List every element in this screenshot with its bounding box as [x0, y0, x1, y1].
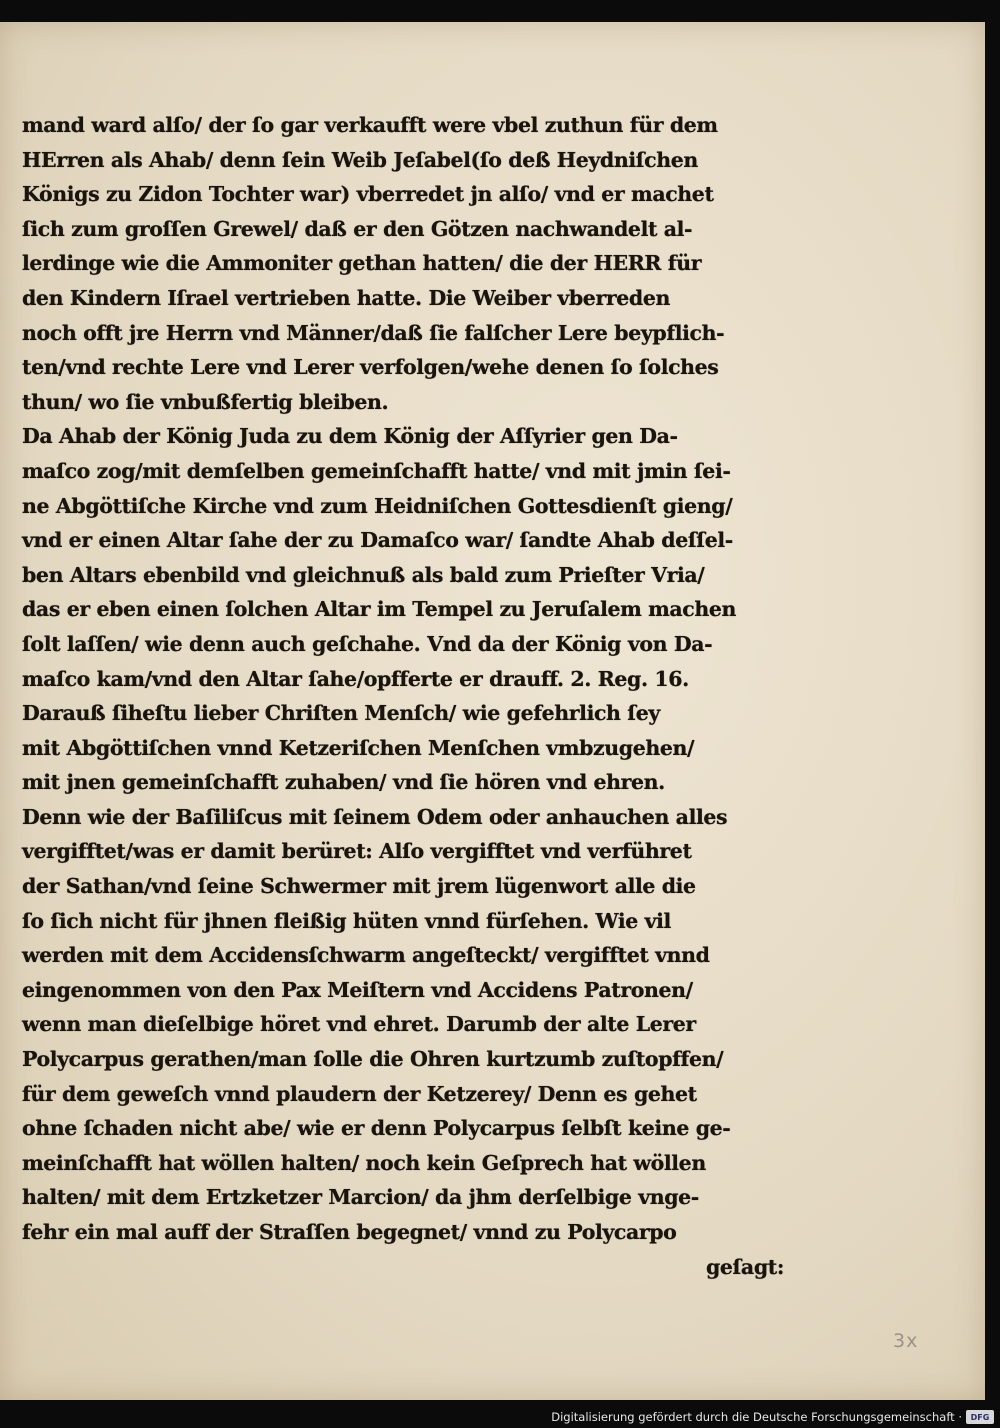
text-line: werden mit dem Accidensſchwarm angeſteckt/ vergifftet vnnd: [22, 943, 710, 968]
text-line: maſco zog/mit demſelben gemeinſchafft hatte/ vnd mit jmin ſei-: [22, 458, 731, 483]
text-line: ten/vnd rechte Lere vnd Lerer verfolgen/wehe denen ſo ſolches: [22, 355, 719, 380]
text-line: halten/ mit dem Ertzketzer Marcion/ da jhm derſelbige vnge-: [22, 1185, 699, 1210]
text-line: Da Ahab der König Juda zu dem König der Aſſyrier gen Da-: [22, 424, 678, 449]
text-line: fehr ein mal auff der Straſſen begegnet/ vnnd zu Polycarpo: [22, 1220, 677, 1244]
text-line: der Sathan/vnd ſeine Schwermer mit jrem lügenwort alle die: [22, 874, 696, 899]
text-line: lerdinge wie die Ammoniter gethan hatten/ die der HERR für: [22, 251, 702, 276]
text-line: das er eben einen ſolchen Altar im Tempel zu Jeruſalem machen: [22, 597, 737, 622]
text-line: ſolt laſſen/ wie denn auch geſchahe. Vnd da der König von Da-: [22, 631, 713, 656]
text-line: noch offt jre Herrn vnd Männer/daß ſie falſcher Lere beypflich-: [22, 320, 725, 345]
text-line: Denn wie der Baſiliſcus mit ſeinem Odem oder anhauchen alles: [22, 804, 728, 829]
text-line: thun/ wo ſie vnbußfertig bleiben.: [22, 389, 389, 414]
folio-mark: 3x: [893, 1330, 919, 1352]
text-line: mand ward alſo/ der ſo gar verkaufft were vbel zuthun für dem: [22, 113, 718, 137]
text-line: Königs zu Zidon Tochter war) vberredet jn alſo/ vnd er machet: [22, 182, 714, 207]
digitization-footer: [551, 1406, 1000, 1428]
text-line: vergifftet/was er damit berüret: Alſo vergifftet vnd verführet: [22, 839, 692, 864]
dfg-logo-text: DFG: [970, 1412, 990, 1422]
text-line: eingenommen von den Pax Meiſtern vnd Accidens Patronen/: [22, 977, 693, 1002]
text-line: ben Altars ebenbild vnd gleichnuß als bald zum Prieſter Vria/: [22, 562, 705, 587]
text-line: HErren als Ahab/ denn ſein Weib Jeſabel(ſo deß Heydniſchen: [22, 147, 698, 172]
text-line: meinſchafft hat wöllen halten/ noch kein Geſprech hat wöllen: [22, 1150, 706, 1175]
text-line: den Kindern Iſrael vertrieben hatte. Die Weiber vberreden: [22, 285, 670, 310]
text-line: ne Abgöttiſche Kirche vnd zum Heidniſchen Gottesdienſt gieng/: [22, 493, 733, 518]
dfg-logo-icon: [966, 1410, 994, 1424]
text-block: [22, 108, 792, 1284]
text-line: wenn man dieſelbige höret vnd ehret. Darumb der alte Lerer: [22, 1012, 696, 1037]
text-line: Darauß ſiheſtu lieber Chriſten Menſch/ wie gefehrlich ſey: [22, 701, 660, 726]
text-line: Polycarpus gerathen/man ſolle die Ohren kurtzumb zuſtopffen/: [22, 1047, 724, 1072]
text-line: ſich zum groſſen Grewel/ daß er den Götzen nachwandelt al-: [22, 216, 693, 241]
text-line: mit Abgöttiſchen vnnd Ketzeriſchen Menſchen vmbzugehen/: [22, 735, 695, 760]
text-line: ſo ſich nicht für jhnen fleißig hüten vnnd fürſehen. Wie vil: [22, 908, 671, 933]
catchword: geſagt:: [705, 1254, 784, 1279]
text-line: ohne ſchaden nicht abe/ wie er denn Polycarpus ſelbſt keine ge-: [22, 1116, 731, 1141]
text-line: maſco kam/vnd den Altar ſahe/opfferte er drauff. 2. Reg. 16.: [22, 666, 689, 691]
text-line: mit jnen gemeinſchafft zuhaben/ vnd ſie hören vnd ehren.: [22, 770, 665, 795]
funding-credit: Digitalisierung gefördert durch die Deutsche Forschungsgemeinschaft ·: [551, 1410, 962, 1424]
text-line: für dem geweſch vnnd plaudern der Ketzerey/ Denn es gehet: [22, 1081, 697, 1106]
text-line: vnd er einen Altar ſahe der zu Damaſco war/ ſandte Ahab deſſel-: [22, 528, 733, 553]
